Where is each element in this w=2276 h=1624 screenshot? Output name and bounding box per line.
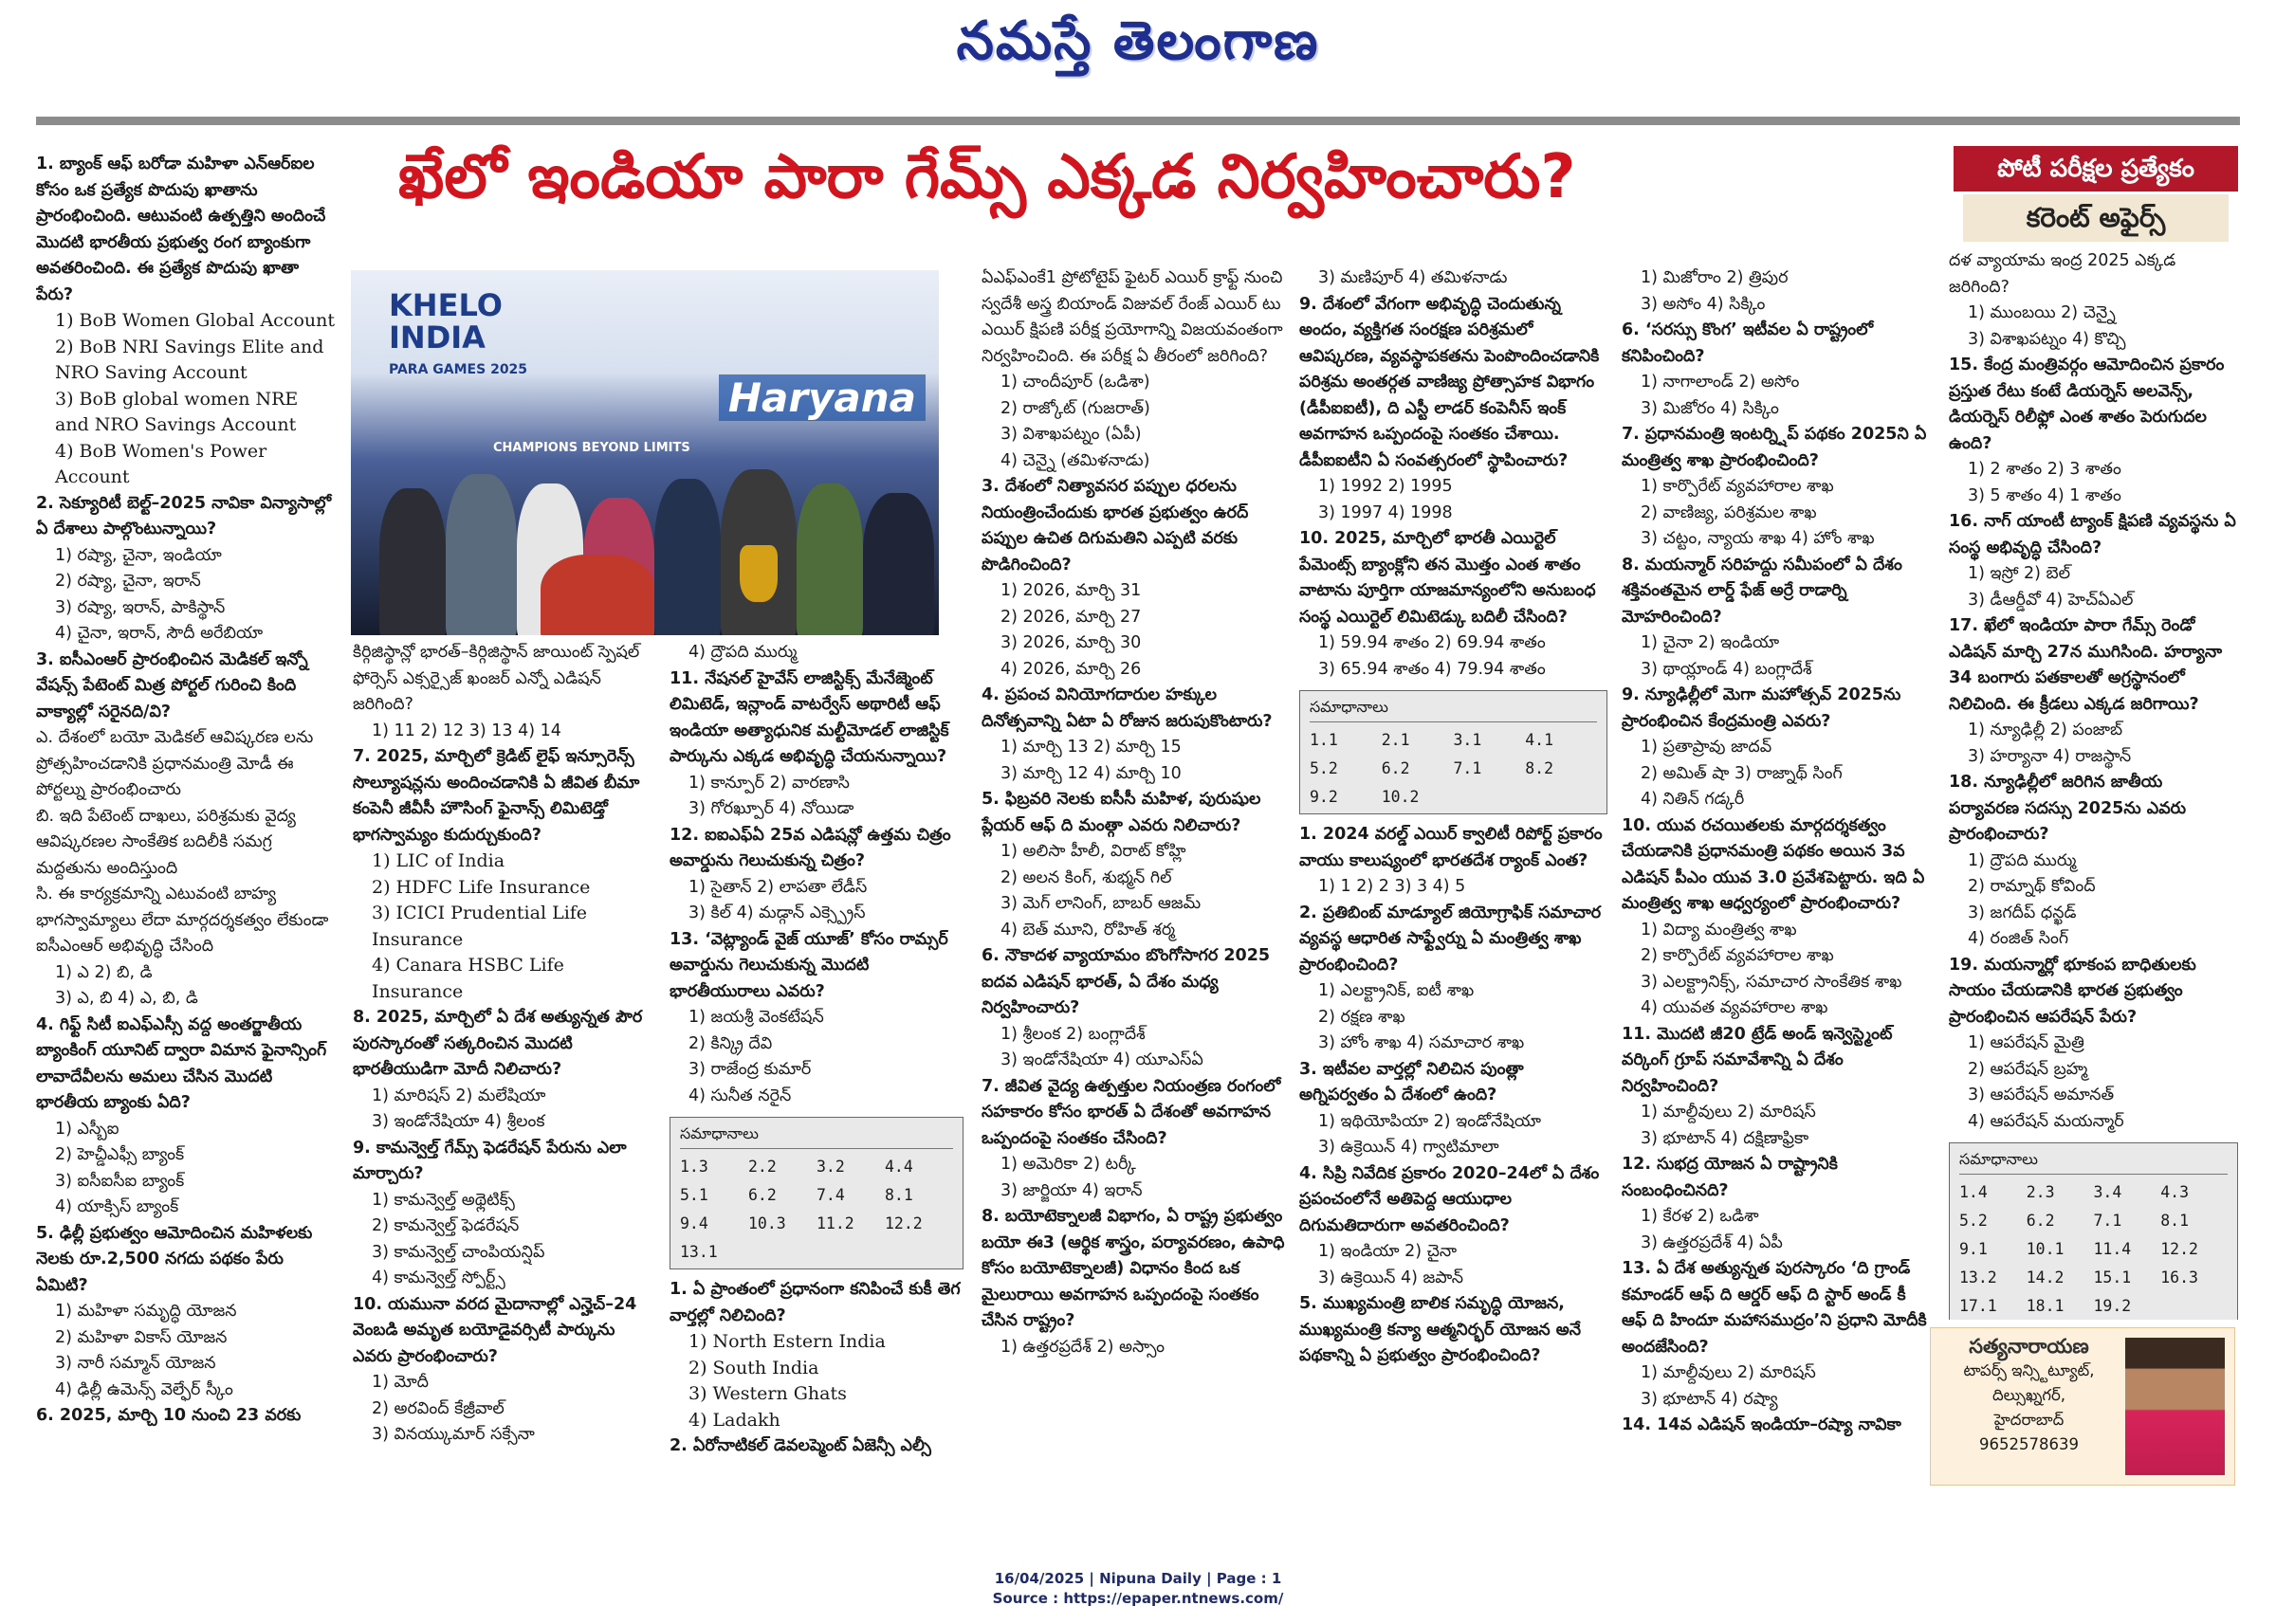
answer-cell: 10.3 [748, 1214, 786, 1232]
option-text: 1) ఇండియా 2) చైనా [1318, 1242, 1458, 1261]
answer-cell: 3.4 [2093, 1183, 2122, 1201]
option-text: 2) ఆపరేషన్ బ్రహ్మ [1968, 1059, 2088, 1079]
logo-subtitle: PARA GAMES 2025 [389, 362, 528, 377]
option-text: 1) ప్రతాప్రావు జాదవ్ [1641, 738, 1772, 757]
option-text: 1) చైనా 2) ఇండియా [1641, 633, 1780, 652]
option-text: 4) Canara HSBC Life Insurance [372, 955, 564, 1002]
question-text: 1. 2024 వరల్డ్ ఎయిర్ క్వాలిటీ రిపోర్ట్ ప్రకారం వాయు కాలుష్యంలో భారతదేశ ర్యాంక్ ఎంత? [1299, 825, 1603, 870]
question-text: 1. ఏ ప్రాంతంలో ప్రధానంగా కనిపించే కుకీ తెగ వార్తల్లో నిలిచింది? [670, 1280, 961, 1325]
question-text: 19. మయన్మార్లో భూకంప బాధితులకు సాయం చేయడానికి భారత ప్రభుత్వం ప్రారంభించిన ఆపరేషన్ పేరు? [1949, 955, 2196, 1027]
statement-text: దళ వ్యాయామ ఇంద్ర 2025 ఎక్కడ జరిగింది? [1949, 251, 2176, 297]
photo-tagline: CHAMPIONS BEYOND LIMITS [493, 441, 690, 455]
option-text: 2) కామన్వెల్త్ ఫెడరేషన్ [372, 1216, 520, 1235]
option-text: 2) అలన కింగ్, శుభ్మన్ గిల్ [1000, 867, 1172, 887]
answer-cell: 8.1 [885, 1186, 913, 1204]
option-text: 2) రాజ్కోట్ (గుజరాత్) [1000, 398, 1150, 418]
question-text: 2. సెక్యూరిటీ బెల్ట్–2025 నావికా విన్యాసాల్లో ఏ దేశాలు పాల్గొంటున్నాయి? [36, 493, 332, 538]
option-text: 3) ICICI Prudential Life Insurance [372, 903, 588, 950]
answer-box-title: సమాధానాలు [1310, 693, 1597, 722]
section-tag-current-affairs: కరెంట్ అఫైర్స్ [1963, 194, 2229, 242]
option-text: 4) చెన్నై (తమిళనాడు) [1000, 450, 1150, 470]
answer-cell [2160, 1292, 2228, 1320]
answer-row [1310, 726, 1597, 755]
statement-text: ఏఎఫ్ఎంకే1 ప్రోటోటైప్ ఫైటర్ ఎయిర్ క్రాఫ్ట్ నుంచి స్వదేశీ అస్త్ర బియాండ్ విజువల్ రేంజ్ ఎయిర్ టు ఎయిర్ క్షిపణి పరీక్ష ప్రయోగాన్ని విజయవంతంగా నిర్వహించింది. ఈ పరీక్ష ఏ తీరంలో జరిగింది? [982, 268, 1283, 366]
option-text: 4) కామన్వెల్త్ స్పోర్ట్స్ [372, 1268, 505, 1287]
question-text: 13. ఏ దేశ అత్యున్నత పురస్కారం ‘ది గ్రాండ్ కమాండర్ ఆఫ్ ది ఆర్డర్ ఆఫ్ ది స్టార్ అండ్ కీ ఆఫ్ ది హిందూ మహాసముద్రం’ని ప్రధాని మోదీకి అందజేసింది? [1622, 1259, 1927, 1357]
question-text: 10. 2025, మార్చిలో భారతీ ఎయిర్టెల్ పేమెంట్స్ బ్యాంక్లోని తన మొత్తం ఎంత శాతం వాటాను పూర్తిగా యాజమాన్యంలోని అనుబంధ సంస్థ ఎయిర్టెల్ లిమిటెడ్కు బదిలీ చేసింది? [1299, 529, 1596, 627]
option-text: 4) చైనా, ఇరాన్, సౌదీ అరేబియా [55, 624, 264, 643]
option-text: 3) ఉక్రెయిన్ 4) జపాన్ [1318, 1268, 1463, 1287]
option-text: 3) 1997 4) 1998 [1318, 502, 1453, 522]
option-text: 1) చాందీపూర్ (ఒడిశా) [1000, 373, 1150, 392]
question-list [670, 640, 964, 1109]
option-text: 1) LIC of India [372, 850, 505, 871]
option-text: 1) ముంబయి 2) చెన్నై [1968, 303, 2116, 322]
option-text: 2) South India [688, 1357, 819, 1378]
option-text: 3) రాజేంద్ర కుమార్ [688, 1060, 812, 1079]
masthead [0, 0, 2276, 104]
answer-cell: 10.2 [1381, 788, 1420, 806]
option-text: 3) డీఆర్డీవో 4) హెచ్ఏఎల్ [1968, 590, 2134, 610]
question-text: 11. మొదటి జీ20 ట్రేడ్ అండ్ ఇన్వెస్ట్మెంట్ వర్కింగ్ గ్రూప్ సమావేశాన్ని ఏ దేశం నిర్వహించింది? [1622, 1024, 1893, 1096]
answer-cell: 8.1 [2160, 1212, 2190, 1230]
option-text: 3) థాయ్లాండ్ 4) బంగ్లాదేశ్ [1641, 659, 1812, 679]
answer-box-title: సమాధానాలు [1959, 1145, 2228, 1175]
state-banner: Haryana [719, 374, 926, 421]
question-text: 6. 2025, మార్చి 10 నుంచి 23 వరకు [36, 1406, 302, 1425]
answer-cell: 6.2 [2026, 1212, 2055, 1230]
person-figure [446, 474, 517, 635]
answer-cell: 18.1 [2026, 1297, 2065, 1315]
question-text: 6. ‘సరస్సు కొంగ’ ఇటీవల ఏ రాష్ట్రంలో కనిపించింది? [1622, 320, 1874, 366]
question-text: 15. కేంద్ర మంత్రివర్గం ఆమోదించిన ప్రకారం ప్రస్తుత రేటు కంటే డియర్నెస్ అలవెన్స్, డియర్నెస్ రిలీఫ్లో ఎంత శాతం పెరుగుదల ఉంది? [1949, 356, 2225, 453]
author-details [1936, 1334, 2121, 1457]
person-figure [797, 484, 863, 635]
option-text: 3) కామన్వెల్త్ చాంపియన్షిప్ [372, 1242, 545, 1262]
option-text: 1) అలిసా హీలీ, విరాట్ కోహ్లి [1000, 842, 1186, 861]
question-text: 12. ఐఐఎఫ్ఏ 25వ ఎడిషన్లో ఉత్తమ చిత్రం అవార్డును గెలుచుకున్న చిత్రం? [670, 825, 951, 870]
column-5 [1299, 265, 1607, 1498]
question-text: 17. ఖేలో ఇండియా పారా గేమ్స్ రెండో ఎడిషన్ మార్చి 27న ముగిసింది. హర్యానా 34 బంగారు పతకాలతో అగ్రస్థానంలో నిలిచింది. ఈ క్రీడలు ఎక్కడ జరిగాయి? [1949, 616, 2223, 714]
answer-cell: 5.1 [680, 1186, 708, 1204]
masthead-logo: నమస్తే తెలంగాణ [956, 9, 1320, 72]
answer-cell [1454, 783, 1526, 812]
answer-box [1949, 1142, 2238, 1320]
answer-cell: 2.3 [2026, 1183, 2055, 1201]
statement-text: బి. ఇది పేటెంట్ దాఖలు, పరిశ్రమకు వైద్య ఆవిష్కరణల సాంకేతిక బదిలీకి సమగ్ర మద్దతును అందిస్తుంది [36, 806, 296, 878]
answer-cell: 1.1 [1310, 731, 1338, 749]
answer-row [680, 1181, 953, 1210]
option-text: 1) న్యూఢిల్లీ 2) పంజాబ్ [1968, 721, 2123, 739]
option-text: 3) భూటాన్ 4) దక్షిణాఫ్రికా [1641, 1128, 1809, 1148]
question-text: 8. 2025, మార్చిలో ఏ దేశ అత్యున్నత పౌర పురస్కారంతో సత్కరించిన మొదటి భారతీయుడిగా మోదీ నిలిచారు? [353, 1008, 643, 1079]
answer-row [1959, 1207, 2228, 1235]
option-text: 1) 59.94 శాతం 2) 69.94 శాతం [1318, 633, 1546, 652]
option-text: 1) మారిషస్ 2) మలేషియా [372, 1086, 546, 1105]
answer-cell: 7.1 [1453, 759, 1482, 777]
option-text: 1) ఇథియోపియా 2) ఇండోనేషియా [1318, 1111, 1542, 1131]
answer-cell: 5.2 [1310, 759, 1338, 777]
option-text: 3) భూటాన్ 4) రష్యా [1641, 1389, 1778, 1409]
column-7 [1949, 248, 2238, 1320]
question-list [1949, 248, 2238, 1135]
option-text: 2) రక్షణ శాఖ [1318, 1007, 1405, 1027]
option-text: 3) జార్జియా 4) ఇరాన్ [1000, 1180, 1143, 1200]
question-text: 10. యమునా వరద మైదానాల్లో ఎన్హెచ్–24 వెంబడి అమృత బయోడైవర్సిటీ పార్కును ఎవరు ప్రారంభించారు? [353, 1294, 637, 1366]
answer-cell: 6.2 [1381, 759, 1410, 777]
option-text: 3) ఇండోనేషియా 4) శ్రీలంక [372, 1112, 545, 1131]
option-text: 2) అమిత్ షా 3) రాజ్నాథ్ సింగ్ [1641, 763, 1843, 783]
question-list [1299, 265, 1607, 683]
option-text: 1) కేరళ 2) ఒడిశా [1641, 1207, 1759, 1226]
statement-text: సి. ఈ కార్యక్రమాన్ని ఎటువంటి బాహ్య భాగస్వామ్యాలు లేదా మార్గదర్శకత్వం లేకుండా ఐసీఎంఆర్ అభివృద్ధి చేసింది [36, 885, 329, 956]
option-text: 3) వినయ్కుమార్ సక్సేనా [372, 1425, 535, 1444]
page-footer [0, 1569, 2276, 1609]
person-figure [863, 493, 934, 635]
question-text: 4. సిప్రి నివేదిక ప్రకారం 2020–24లో ఏ దేశం ప్రపంచంలోనే అతిపెద్ద ఆయుధాల దిగుమతిదారుగా అవతరించింది? [1299, 1163, 1600, 1235]
option-text: 3) విశాఖపట్నం (ఏపీ) [1000, 425, 1142, 444]
column-1 [36, 152, 335, 1488]
answer-box-title: సమాధానాలు [680, 1120, 953, 1149]
option-text: 3) ఆపరేషన్ అమానత్ [1968, 1086, 2115, 1104]
option-text: 3) ఉత్తరప్రదేశ్ 4) ఏపీ [1641, 1232, 1783, 1252]
answer-cell: 11.2 [817, 1214, 854, 1232]
option-text: 3) 5 శాతం 4) 1 శాతం [1968, 485, 2121, 505]
answer-box [670, 1117, 964, 1269]
section-tag-special: పోటీ పరీక్షల ప్రత్యేకం [1954, 146, 2238, 192]
option-text: 4) బెత్ మూని, రోహిత్ శర్మ [1000, 920, 1176, 940]
answer-cell: 16.3 [2160, 1268, 2198, 1286]
question-text: 4. గిఫ్ట్ సిటీ ఐఎఫ్ఎస్సీ వద్ద అంతర్జాతీయ బ్యాంకింగ్ యూనిట్ ద్వారా విమాన ఫైనాన్సింగ్ లావాదేవీలను అమలు చేసిన మొదటి భారతీయ బ్యాంకు ఏది? [36, 1014, 327, 1112]
answer-cell: 17.1 [1959, 1297, 1997, 1315]
answer-cell: 5.2 [1959, 1212, 1988, 1230]
answer-cell: 3.2 [817, 1158, 845, 1176]
question-text: 9. దేశంలో వేగంగా అభివృద్ధి చెందుతున్న అందం, వ్యక్తిగత సంరక్షణ పరిశ్రమలో ఆవిష్కరణ, వ్యవస్థాపకతను పెంపొందించడానికి పరిశ్రమ అంతర్గత వాణిజ్య ప్రోత్సాహక విభాగం (డీపీఐఐటీ), ది ఎస్టీ లాడర్ కంపెనీస్ ఇంక్ అవగాహన ఒప్పందంపై సంతకం చేశాయి. డీపీఐఐటీని ఏ సంవత్సరంలో స్థాపించారు? [1299, 294, 1600, 470]
option-text: 1) మోదీ [372, 1373, 430, 1392]
option-text: 3) మిజోరం 4) సిక్కిం [1641, 398, 1779, 418]
option-text: 1) 1 2) 2 3) 3 4) 5 [1318, 877, 1466, 896]
option-text: 3) Western Ghats [688, 1383, 847, 1404]
answer-cell: 7.4 [817, 1186, 845, 1204]
answer-cell: 8.2 [1525, 759, 1554, 777]
option-text: 1) 11 2) 12 3) 13 4) 14 [372, 721, 561, 740]
person-figure [654, 479, 721, 635]
answer-row [1959, 1264, 2228, 1292]
footer-source-line: Source : https://epaper.ntnews.com/ [992, 1590, 1284, 1607]
answer-row [680, 1238, 953, 1267]
question-text: 9. న్యూఢిల్లీలో మెగా మహోత్సవ్ 2025ను ప్రారంభించిన కేంద్రమంత్రి ఎవరు? [1622, 685, 1901, 731]
option-text: 1) ఎస్బీఐ [55, 1119, 119, 1139]
question-text: 3. దేశంలో నిత్యావసర పప్పుల ధరలను నియంత్రించేందుకు భారత ప్రభుత్వం ఉరద్ పప్పుల ఉచిత దిగుమతిని ఎప్పటి వరకు పొడిగించింది? [982, 477, 1249, 575]
logo-line2: INDIA [389, 319, 486, 356]
option-text: 1) కామన్వెల్త్ అథ్లెటిక్స్ [372, 1190, 515, 1210]
option-text: 4) ఢిల్లీ ఉమెన్స్ వెల్ఫేర్ స్కీం [55, 1379, 233, 1399]
question-text: 8. బయోటెక్నాలజీ విభాగం, ఏ రాష్ట్ర ప్రభుత్వం బయో ఈ3 (ఆర్థిక శాస్త్రం, పర్యావరణం, ఉపాధి కోసం బయోటెక్నాలజీ) విధానం కింద ఒక మైలురాయి అవగాహన ఒప్పందంపై సంతకం చేసిన రాష్ట్రం? [982, 1207, 1285, 1330]
answer-cell: 2.2 [748, 1158, 777, 1176]
option-text: 3) మణిపూర్ 4) తమిళనాడు [1318, 268, 1508, 287]
option-text: 2) 2026, మార్చి 27 [1000, 607, 1142, 627]
option-text: 2) రామ్నాథ్ కోవింద్ [1968, 877, 2096, 896]
option-text: 3) ఎలక్ట్రానిక్స్, సమాచార సాంకేతిక శాఖ [1641, 972, 1902, 992]
person-figure [541, 555, 654, 635]
option-text: 4) యువత వ్యవహారాల శాఖ [1641, 998, 1828, 1017]
option-text: 4) రంజిత్ సింగ్ [1968, 929, 2069, 948]
option-text: 4) BoB Women's Power Account [55, 440, 267, 487]
option-text: 1) 2 శాతం 2) 3 శాతం [1968, 460, 2121, 479]
option-text: 3) 65.94 శాతం 4) 79.94 శాతం [1318, 659, 1546, 679]
option-text: 3) ఎ, బి 4) ఎ, బి, డి [55, 989, 198, 1008]
column-3 [670, 640, 964, 1498]
answer-cell: 1.4 [1959, 1183, 1988, 1201]
option-text: 3) కిల్ 4) మడ్గాన్ ఎక్స్ప్రెస్ [688, 903, 866, 922]
option-text: 4) నితిన్ గడ్కరీ [1641, 790, 1745, 809]
option-text: 1) కార్పొరేట్ వ్యవహారాల శాఖ [1641, 477, 1834, 496]
question-text: 3. ఇటీవల వార్తల్లో నిలిచిన పుంత్లా అగ్నిపర్వతం ఏ దేశంలో ఉంది? [1299, 1059, 1524, 1104]
option-text: 2) HDFC Life Insurance [372, 876, 591, 898]
option-text: 1) ద్రౌపది ముర్ము [1968, 850, 2077, 870]
question-text: 9. కామన్వెల్త్ గేమ్స్ ఫెడరేషన్ పేరును ఎలా మార్చారు? [353, 1138, 627, 1183]
option-text: 1) శ్రీలంక 2) బంగ్లాదేశ్ [1000, 1024, 1146, 1044]
option-text: 1) ఆపరేషన్ మైత్రి [1968, 1033, 2084, 1052]
answer-cell: 1.3 [680, 1158, 708, 1176]
option-text: 3) ఉక్రెయిన్ 4) గ్వాటిమాలా [1318, 1138, 1499, 1157]
question-text: 7. 2025, మార్చిలో క్రెడిట్ లైఫ్ ఇన్సూరెన్స్ సొల్యూషన్లను అందించడానికి ఏ జీవిత బీమా కంపెనీ జీవీసీ హౌసింగ్ ఫైనాన్స్ లిమిటెడ్తో భాగస్వామ్యం కుదుర్చుకుంది? [353, 747, 640, 845]
answer-cell: 10.1 [2026, 1240, 2065, 1258]
answer-cell [885, 1238, 953, 1267]
option-text: 1) North Estern India [688, 1331, 886, 1352]
option-text: 1) ఎలక్ట్రానిక్, ఐటీ శాఖ [1318, 981, 1475, 1000]
answer-cell: 9.4 [680, 1214, 708, 1232]
option-text: 2) వాణిజ్య, పరిశ్రమల శాఖ [1641, 502, 1817, 522]
question-text: 4. ప్రపంచ వినియోగదారుల హక్కుల దినోత్సవాన్ని ఏటా ఏ రోజున జరుపుకొంటారు? [982, 685, 1273, 731]
option-text: 1) ఎ 2) బి, డి [55, 962, 153, 982]
author-area: దిల్సుఖ్నగర్, [1992, 1386, 2066, 1404]
option-text: 3) మెగ్ లానింగ్, బాబర్ ఆజమ్ [1000, 894, 1202, 913]
khelo-india-logo [389, 289, 527, 386]
answer-row [1310, 783, 1597, 812]
option-text: 1) జయశ్రీ వెంకటేషన్ [688, 1008, 824, 1027]
option-text: 2) అరవింద్ కేజ్రీవాల్ [372, 1398, 505, 1418]
answer-cell: 15.1 [2093, 1268, 2132, 1286]
option-text: 2) కార్పొరేట్ వ్యవహారాల శాఖ [1641, 946, 1834, 965]
person-figure [379, 488, 446, 635]
question-text: 14. 14వ ఎడిషన్ ఇండియా–రష్యా నావికా [1622, 1415, 1901, 1434]
answer-cell [1525, 783, 1597, 812]
question-text: 5. ముఖ్యమంత్రి బాలిక సమృద్ధి యోజన, ముఖ్యమంత్రి కన్యా ఆత్మనిర్భర్ యోజన అనే పథకాన్ని ఏ ప్రభుత్వం ప్రారంభించింది? [1299, 1294, 1582, 1365]
answer-cell: 9.1 [1959, 1240, 1988, 1258]
question-text: 10. యువ రచయితలకు మార్గదర్శకత్వం చేయడానికి ప్రధానమంత్రి పథకం అయిన 3వ ఎడిషన్ పీఎం యువ 3.0 ప్రవేశపెట్టారు. ఇది ఏ మంత్రిత్వ శాఖ ఆధ్వర్యంలో ప్రారంభించారు? [1622, 815, 1925, 913]
option-text: 1) కాన్పూర్ 2) వారణాసి [688, 773, 850, 793]
option-text: 2) హెచ్డీఎఫ్సీ బ్యాంక్ [55, 1145, 185, 1164]
question-text: 11. నేషనల్ హైవేస్ లాజిస్టిక్స్ మేనేజ్మెంట్ లిమిటెడ్, ఇన్లాండ్ వాటర్వేస్ అథారిటీ ఆఫ్ ఇండియా అత్యాధునిక మల్టీమోడల్ లాజిస్టిక్ పార్కును ఎక్కడ అభివృద్ధి చేయనున్నాయి? [670, 668, 949, 766]
answer-row [1310, 755, 1597, 783]
option-text: 3) ఐసీఐసీఐ బ్యాంక్ [55, 1171, 185, 1191]
option-text: 3) జగదీప్ ధన్ఖడ్ [1968, 903, 2077, 922]
answer-cell [817, 1238, 885, 1267]
option-text: 3) అసోం 4) సిక్కిం [1641, 294, 1766, 314]
question-text: 2. ప్రతిబింబ్ మాడ్యూల్ జియోగ్రాఫిక్ సమాచార వ్యవస్థ ఆధారిత సాఫ్ట్వేర్ను ఏ మంత్రిత్వ శాఖ ప్రారంభించింది? [1299, 903, 1602, 975]
question-text: 5. ఫిబ్రవరి నెలకు ఐసీసీ మహిళ, పురుషుల ప్లేయర్ ఆఫ్ ది మంత్గా ఎవరు నిలిచారు? [982, 790, 1261, 835]
question-text: 8. మయన్మార్ సరిహద్దు సమీపంలో ఏ దేశం శక్తివంతమైన లార్డ్ ఫేజ్ అర్రే రాడార్ని మోహరించింది? [1622, 555, 1902, 627]
answer-cell: 6.2 [748, 1186, 777, 1204]
option-text: 1) సైతాన్ 2) లాపతా లేడీస్ [688, 877, 868, 897]
question-text: 18. న్యూఢిల్లీలో జరిగిన జాతీయ పర్యావరణ సదస్సు 2025ను ఎవరు ప్రారంభించారు? [1949, 773, 2187, 844]
option-text: 3) గోరఖ్పూర్ 4) నోయిడా [688, 799, 854, 818]
option-text: 1) 1992 2) 1995 [1318, 477, 1453, 496]
option-text: 1) విద్యా మంత్రిత్వ శాఖ [1641, 920, 1797, 940]
answer-cell: 4.4 [885, 1158, 913, 1176]
option-text: 1) రష్యా, చైనా, ఇండియా [55, 545, 222, 565]
statement-text: ఎ. దేశంలో బయో మెడికల్ ఆవిష్కరణ లను ప్రోత్సహించడానికి ప్రధానమంత్రి మోడీ ఈ పోర్టల్ను ప్రారంభించారు [36, 728, 314, 799]
answer-cell: 7.1 [2093, 1212, 2122, 1230]
option-text: 4) యాక్సిస్ బ్యాంక్ [55, 1197, 179, 1216]
answer-cell: 2.1 [1381, 731, 1410, 749]
question-text: 7. ప్రధానమంత్రి ఇంటర్న్షిప్ పథకం 2025ని ఏ మంత్రిత్వ శాఖ ప్రారంభించింది? [1622, 425, 1927, 470]
trophy-icon [740, 545, 778, 602]
author-phone: 9652578639 [1979, 1435, 2079, 1453]
answer-cell: 13.1 [680, 1243, 718, 1261]
option-text: 1) మాల్దీవులు 2) మారిషస్ [1641, 1363, 1816, 1382]
option-text: 3) విశాఖపట్నం 4) కొచ్చి [1968, 329, 2126, 349]
option-text: 3) హర్యానా 4) రాజస్థాన్ [1968, 746, 2132, 766]
answer-box [1299, 690, 1607, 814]
question-text: 1. బ్యాంక్ ఆఫ్ బరోడా మహిళా ఎన్ఆర్ఐల కోసం ఒక ప్రత్యేక పొదుపు ఖాతాను ప్రారంభించింది. ఆటువంటి ఉత్పత్తిని అందించే మొదటి భారతీయ ప్రభుత్వ రంగ బ్యాంకుగా అవతరించింది. ఈ ప్రత్యేక పొదుపు ఖాతా పేరు? [36, 155, 326, 304]
option-text: 1) మాల్దీవులు 2) మారిషస్ [1641, 1103, 1816, 1122]
logo-line1: KHELO [389, 287, 503, 323]
column-2 [353, 640, 656, 1498]
option-text: 1) BoB Women Global Account [55, 310, 335, 331]
option-text: 1) మార్చి 13 2) మార్చి 15 [1000, 738, 1182, 757]
option-text: 3) రష్యా, ఇరాన్, పాకిస్థాన్ [55, 597, 226, 617]
answer-cell: 13.2 [1959, 1268, 1997, 1286]
option-text: 3) BoB global women NRE and NRO Savings Account [55, 388, 299, 435]
option-text: 4) సునీత నరైన్ [688, 1086, 792, 1105]
answer-row [1959, 1292, 2228, 1320]
author-name: సత్యనారాయణ [1969, 1335, 2089, 1358]
headline: ఖేలో ఇండియా పారా గేమ్స్ ఎక్కడ నిర్వహించారు? [398, 142, 1576, 212]
option-text: 1) మహిళా సమృద్ధి యోజన [55, 1302, 237, 1321]
question-list [36, 152, 335, 1430]
answer-row [1959, 1235, 2228, 1264]
answer-row [680, 1210, 953, 1238]
author-photo [2125, 1338, 2225, 1475]
column-6 [1622, 265, 1930, 1498]
question-text: 12. సుభద్ర యోజన ఏ రాష్ట్రానికి సంబంధించినది? [1622, 1155, 1838, 1200]
event-photo [351, 270, 939, 635]
option-text: 4) ఆపరేషన్ మయన్మార్ [1968, 1111, 2124, 1131]
option-text: 4) 2026, మార్చి 26 [1000, 659, 1142, 679]
option-text: 3) నారీ సమ్మాన్ యోజన [55, 1354, 216, 1373]
option-text: 3) మార్చి 12 4) మార్చి 10 [1000, 763, 1182, 783]
option-text: 4) ద్రౌపది ముర్ము [688, 643, 798, 662]
question-list [982, 265, 1285, 1360]
question-list [353, 640, 656, 1449]
question-list [1622, 265, 1930, 1439]
statement-text: కిర్గిజిస్థాన్లో భారత్–కిర్గిజిస్థాన్ జాయింట్ స్పెషల్ ఫోర్సెస్ ఎక్సర్సైజ్ ఖంజర్ ఎన్నో ఎడిషన్ జరిగింది? [353, 643, 640, 714]
question-text: 16. నాగ్ యాంటీ ట్యాంక్ క్షిపణి వ్యవస్థను ఏ సంస్థ అభివృద్ధి చేసింది? [1949, 512, 2236, 557]
answer-cell: 11.4 [2093, 1240, 2132, 1258]
author-institute: టాపర్స్ ఇన్స్టిట్యూట్, [1963, 1361, 2095, 1379]
option-text: 3) ఇండోనేషియా 4) యూఎస్ఏ [1000, 1050, 1203, 1069]
option-text: 1) అమెరికా 2) టర్కీ [1000, 1155, 1136, 1174]
answer-cell [748, 1238, 817, 1267]
option-text: 1) నాగాలాండ్ 2) అసోం [1641, 373, 1800, 392]
question-text: 3. ఐసీఎంఆర్ ప్రారంభించిన మెడికల్ ఇన్నో వేషన్స్ పేటెంట్ మిత్ర పోర్టల్ గురించి కింది వాక్యాల్లో సరైనది/వి? [36, 649, 308, 721]
answer-cell: 14.2 [2026, 1268, 2065, 1286]
question-text: 7. జీవిత వైద్య ఉత్పత్తుల నియంత్రణ రంగంలో సహకారం కోసం భారత్ ఏ దేశంతో అవగాహన ఒప్పందంపై సంతకం చేసింది? [982, 1076, 1281, 1148]
answer-row [1959, 1178, 2228, 1207]
answer-cell: 12.2 [2160, 1240, 2198, 1258]
option-text: 1) మిజోరాం 2) త్రిపుర [1641, 268, 1789, 287]
column-4 [982, 265, 1285, 1498]
answer-cell: 9.2 [1310, 788, 1338, 806]
option-text: 2) రష్యా, చైనా, ఇరాన్ [55, 572, 201, 591]
author-city: హైదరాబాద్ [1993, 1411, 2065, 1429]
option-text: 3) హోం శాఖ 4) సమాచార శాఖ [1318, 1033, 1525, 1052]
question-text: 13. ‘వెట్ల్యాండ్ వైజ్ యూజ్’ కోసం రామ్సర్ అవార్డును గెలుచుకున్న మొదటి భారతీయురాలు ఎవరు? [670, 929, 948, 1001]
option-text: 3) చట్టం, న్యాయ శాఖ 4) హోం శాఖ [1641, 529, 1875, 548]
question-text: 2. ఏరోనాటికల్ డెవలప్మెంట్ ఏజెన్సీ ఎల్సీ [670, 1436, 931, 1455]
option-text: 1) ఇస్రో 2) బెల్ [1968, 564, 2071, 583]
option-text: 1) 2026, మార్చి 31 [1000, 581, 1142, 600]
question-text: 5. ఢిల్లీ ప్రభుత్వం ఆమోదించిన మహిళలకు నెలకు రూ.2,500 నగదు పథకం పేరు ఏమిటి? [36, 1223, 313, 1295]
question-list [1299, 822, 1607, 1370]
option-text: 3) 2026, మార్చి 30 [1000, 633, 1142, 652]
author-byline [1930, 1327, 2235, 1486]
option-text: 2) BoB NRI Savings Elite and NRO Saving Account [55, 336, 324, 383]
option-text: 2) కిన్క్రి దేవి [688, 1033, 773, 1053]
answer-cell: 4.1 [1525, 731, 1554, 749]
answer-cell: 3.1 [1453, 731, 1482, 749]
answer-row [680, 1153, 953, 1181]
option-text: 1) ఉత్తరప్రదేశ్ 2) అస్సాం [1000, 1337, 1165, 1357]
option-text: 4) Ladakh [688, 1409, 780, 1431]
answer-cell: 19.2 [2093, 1297, 2132, 1315]
question-list [670, 1277, 964, 1460]
header-rule [36, 117, 2240, 125]
answer-cell: 12.2 [885, 1214, 923, 1232]
answer-cell: 4.3 [2160, 1183, 2190, 1201]
option-text: 2) మహిళా వికాస్ యోజన [55, 1327, 228, 1347]
footer-date-line: 16/04/2025 | Nipuna Daily | Page : 1 [994, 1570, 1282, 1587]
question-text: 6. నౌకాదళ వ్యాయామం బొంగోసాగర 2025 ఐదవ ఎడిషన్ భారత్, ఏ దేశం మధ్య నిర్వహించారు? [982, 946, 1271, 1017]
